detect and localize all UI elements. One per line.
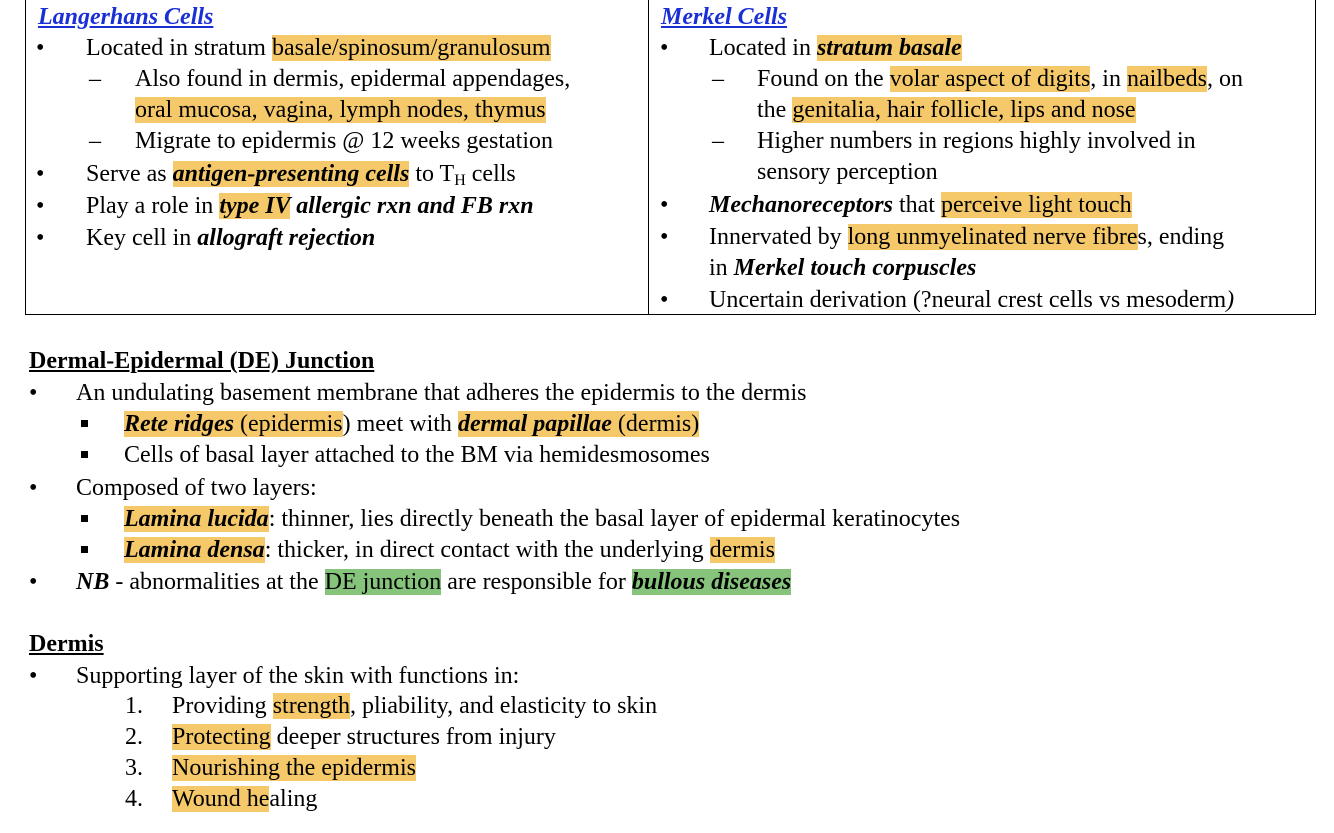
bullet-icon: • <box>29 380 38 406</box>
list-number: 2. <box>125 724 143 750</box>
highlight: dermis <box>709 537 775 563</box>
highlight: volar aspect of digits <box>889 66 1091 92</box>
bullet-icon: • <box>660 35 669 61</box>
highlight: stratum basale <box>816 35 962 61</box>
highlight: oral mucosa, vagina, lymph nodes, thymus <box>135 97 546 123</box>
merkel-dash-higher-numbers-cont: sensory perception <box>757 159 938 185</box>
highlight: nailbeds <box>1126 66 1207 92</box>
highlight: perceive light touch <box>940 192 1132 218</box>
langerhans-title[interactable] <box>38 2 213 32</box>
highlight-green: DE junction <box>324 569 442 595</box>
de-bullet-nb: NB - abnormalities at the DE junction are responsible for bullous diseases <box>76 569 792 595</box>
dash-icon: – <box>89 66 101 92</box>
merkel-bullet-derivation: Uncertain derivation (?neural crest cells vs mesoderm) <box>709 287 1235 313</box>
de-sub-rete-ridges: Rete ridges (epidermis) meet with dermal papillae (dermis) <box>124 411 700 437</box>
merkel-dash-found-on-cont: the genitalia, hair follicle, lips and nose <box>757 97 1136 123</box>
dermis-item-protecting: Protecting deeper structures from injury <box>172 724 556 750</box>
highlight: long unmyelinated nerve fibre <box>847 224 1138 250</box>
highlight: Wound he <box>172 786 270 812</box>
de-sub-lamina-densa: Lamina densa: thicker, in direct contact with the underlying dermis <box>124 537 775 563</box>
square-bullet-icon <box>81 451 88 458</box>
highlight: genitalia, hair follicle, lips and nose <box>792 97 1136 123</box>
bullet-icon: • <box>660 224 669 250</box>
bullet-icon: • <box>36 193 45 219</box>
dermis-item-strength: Providing strength, pliability, and elasticity to skin <box>172 693 658 719</box>
highlight: (dermis) <box>611 411 700 437</box>
highlight: Lamina lucida <box>124 506 269 532</box>
de-sub-lamina-lucida: Lamina lucida: thinner, lies directly beneath the basal layer of epidermal keratinocytes <box>124 506 961 532</box>
list-number: 3. <box>125 755 143 781</box>
highlight: (epidermis <box>233 411 343 437</box>
merkel-bullet-location: Located in stratum basale <box>709 35 962 61</box>
list-number: 4. <box>125 786 143 812</box>
langerhans-title-link[interactable]: Langerhans Cells <box>38 4 214 30</box>
de-sub-basal-cells: Cells of basal layer attached to the BM via hemidesmosomes <box>124 442 710 468</box>
merkel-dash-higher-numbers: Higher numbers in regions highly involved in <box>757 128 1196 154</box>
highlight: Lamina densa <box>124 537 265 563</box>
langerhans-dash-also-found-cont <box>135 95 546 125</box>
highlight: basale/spinosum/granulosum <box>271 35 551 61</box>
bullet-icon: • <box>36 225 45 251</box>
merkel-bullet-mechanoreceptors: Mechanoreceptors that perceive light touch <box>709 192 1132 218</box>
bullet-icon: • <box>29 663 38 689</box>
de-bullet-undulating: An undulating basement membrane that adheres the epidermis to the dermis <box>76 380 807 406</box>
dash-icon: – <box>712 128 724 154</box>
highlight: antigen-presenting cells <box>172 161 410 187</box>
bullet-icon: • <box>29 569 38 595</box>
merkel-bullet-innervated: Innervated by long unmyelinated nerve fibres, ending <box>709 224 1225 250</box>
highlight-green: bullous diseases <box>631 569 792 595</box>
highlight: Nourishing the epidermis <box>172 755 416 781</box>
square-bullet-icon <box>81 515 88 522</box>
dermis-heading: Dermis <box>29 631 104 657</box>
dermis-item-wound-healing: Wound healing <box>172 786 318 812</box>
bullet-icon: • <box>660 192 669 218</box>
list-number: 1. <box>125 693 143 719</box>
langerhans-dash-migrate: Migrate to epidermis @ 12 weeks gestation <box>135 128 554 154</box>
bullet-icon: • <box>29 475 38 501</box>
langerhans-bullet-allograft: Key cell in allograft rejection <box>86 225 376 251</box>
bullet-icon: • <box>660 287 669 313</box>
dash-icon: – <box>89 128 101 154</box>
highlight: dermal papillae <box>457 411 612 437</box>
dermis-bullet-supporting: Supporting layer of the skin with functions in: <box>76 663 520 689</box>
langerhans-bullet-location: Located in stratum basale/spinosum/granulosum <box>86 35 551 61</box>
highlight: type IV <box>219 193 291 219</box>
de-junction-heading: Dermal-Epidermal (DE) Junction <box>29 348 375 374</box>
langerhans-bullet-allergic: Play a role in type IV allergic rxn and FB rxn <box>86 193 534 219</box>
dash-icon: – <box>712 66 724 92</box>
highlight: Protecting <box>172 724 271 750</box>
langerhans-dash-also-found: Also found in dermis, epidermal appendages, <box>135 66 571 92</box>
square-bullet-icon <box>81 420 88 427</box>
bullet-icon: • <box>36 161 45 187</box>
bullet-icon: • <box>36 35 45 61</box>
square-bullet-icon <box>81 546 88 553</box>
merkel-title-link[interactable]: Merkel Cells <box>661 4 787 30</box>
highlight: Rete ridges <box>124 411 234 437</box>
langerhans-bullet-apc: Serve as antigen-presenting cells to $T_H$ cells <box>86 161 516 189</box>
merkel-dash-found-on: Found on the volar aspect of digits, in nailbeds, on <box>757 66 1243 92</box>
highlight: strength <box>272 693 351 719</box>
dermis-item-nourishing <box>172 753 416 783</box>
de-bullet-composed: Composed of two layers: <box>76 475 317 501</box>
merkel-title[interactable] <box>661 2 787 32</box>
merkel-bullet-innervated-cont: in Merkel touch corpuscles <box>709 255 977 281</box>
